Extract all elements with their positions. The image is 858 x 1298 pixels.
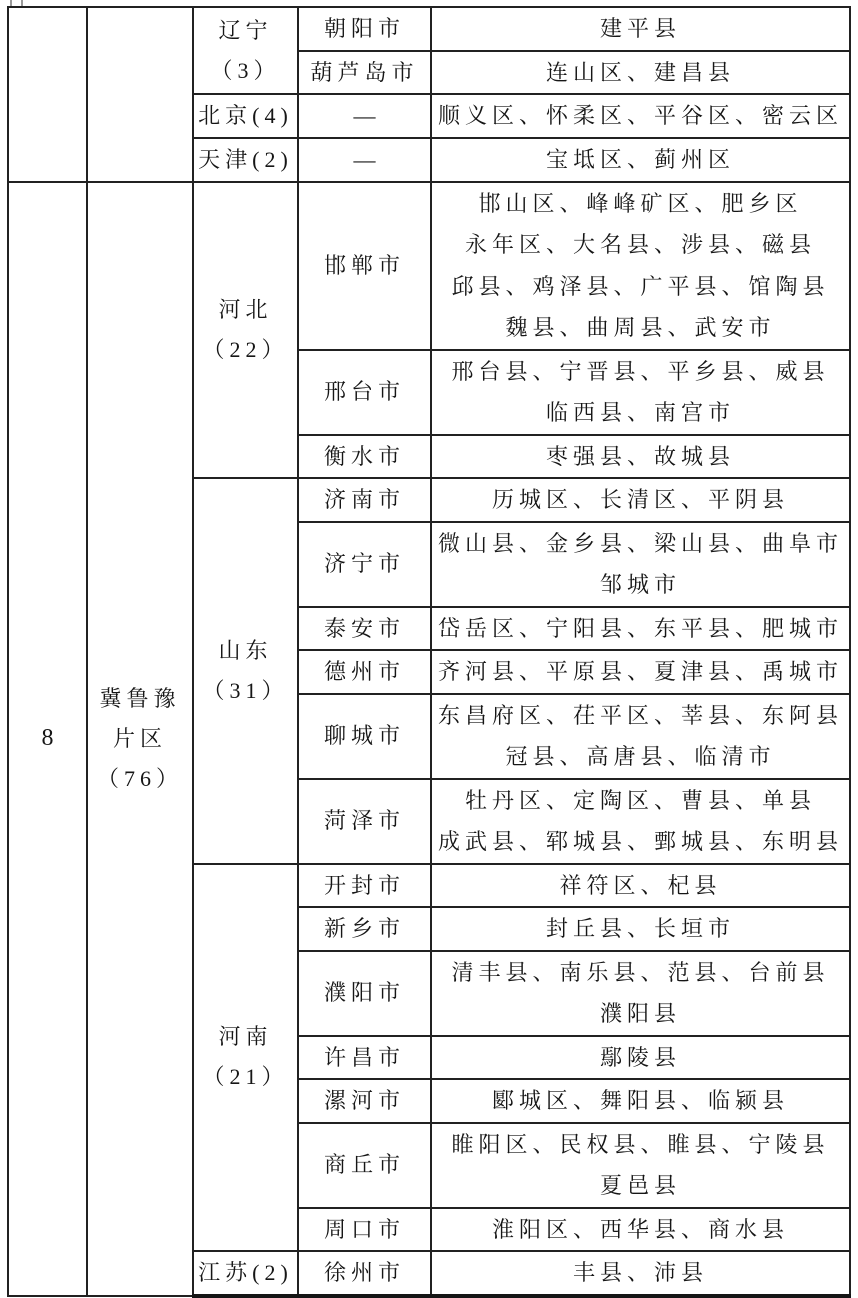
cell-text-line: 邯郸市 — [323, 252, 405, 278]
city-cell — [298, 350, 431, 435]
cell-text-line: 菏泽市 — [323, 808, 405, 834]
cell-text-line: 衡水市 — [323, 443, 405, 469]
cell-text-line: 德州市 — [323, 659, 405, 684]
province-cell — [193, 94, 298, 138]
cell-text-line: （21） — [202, 1064, 289, 1090]
counties-cell — [431, 138, 850, 182]
cell-text-line: 鄢陵县 — [599, 1044, 681, 1070]
cell-text-line: 邢台市 — [323, 379, 405, 405]
cell-text-line: 山东 — [218, 637, 273, 663]
city-dash-cell — [298, 94, 431, 138]
counties-cell — [431, 1123, 850, 1208]
cell-text-line: 许昌市 — [323, 1044, 405, 1070]
cell-text-line: 宝坻区、蓟州区 — [545, 147, 735, 172]
cell-text-line: 泰安市 — [323, 615, 405, 641]
cell-text-line: 辽宁 — [218, 17, 273, 43]
cell-text-line: 淮阳区、西华县、商水县 — [491, 1216, 789, 1242]
cell-text-line: 濮阳市 — [323, 980, 405, 1006]
cell-text-line: 牡丹区、定陶区、曹县、单县 — [464, 787, 816, 813]
cell-text-line: 连山区、建昌县 — [545, 59, 735, 85]
cell-text-line: 东昌府区、茌平区、莘县、东阿县 — [437, 702, 843, 728]
counties-cell — [431, 650, 850, 694]
counties-cell — [431, 182, 850, 350]
city-cell — [298, 1036, 431, 1080]
cell-text-line: 魏县、曲周县、武安市 — [505, 315, 776, 340]
cell-text-line: 河南 — [218, 1024, 273, 1050]
cell-text-line: 8 — [41, 724, 54, 751]
counties-cell — [431, 907, 850, 951]
province-cell — [193, 864, 298, 1252]
counties-cell — [431, 51, 850, 95]
empty-cell — [8, 7, 87, 182]
city-cell — [298, 1251, 431, 1296]
cell-text-line: 北京(4) — [198, 103, 293, 128]
cell-text-line: 周口市 — [323, 1216, 405, 1242]
cell-text-line: 祥符区、杞县 — [559, 872, 722, 898]
city-cell — [298, 1079, 431, 1123]
cell-text-line: 微山县、金乡县、梁山县、曲阜市 — [437, 530, 843, 556]
cell-text-line: （22） — [202, 336, 289, 362]
cell-text-line: 片区 — [112, 725, 167, 751]
city-dash-cell — [298, 138, 431, 182]
region-cell — [87, 182, 193, 1296]
city-cell — [298, 864, 431, 908]
cell-text-line: 商丘市 — [323, 1152, 405, 1178]
counties-cell — [431, 94, 850, 138]
counties-cell — [431, 779, 850, 864]
cell-text-line: — — [353, 103, 376, 129]
cell-text-line: 漯河市 — [323, 1088, 405, 1113]
counties-cell — [431, 522, 850, 607]
city-cell — [298, 7, 431, 51]
counties-cell — [431, 1079, 850, 1123]
city-cell — [298, 907, 431, 951]
cell-text-line: — — [353, 147, 376, 172]
city-cell — [298, 951, 431, 1036]
cell-text-line: 封丘县、长垣市 — [545, 916, 735, 941]
city-cell — [298, 522, 431, 607]
cell-text-line: （31） — [202, 677, 289, 703]
cell-text-line: 冀鲁豫 — [99, 685, 181, 711]
cell-text-line: 临西县、南宫市 — [545, 400, 735, 425]
city-cell — [298, 607, 431, 651]
cell-text-line: 永年区、大名县、涉县、磁县 — [464, 232, 816, 257]
province-cell — [193, 182, 298, 479]
cell-text-line: 济南市 — [323, 487, 405, 512]
index-cell — [8, 182, 87, 1296]
cell-text-line: 江苏(2) — [198, 1259, 293, 1285]
province-cell — [193, 478, 298, 864]
counties-cell — [431, 350, 850, 435]
cell-text-line: （3） — [210, 57, 281, 83]
empty-cell — [87, 7, 193, 182]
cell-text-line: 郾城区、舞阳县、临颍县 — [491, 1088, 789, 1113]
city-cell — [298, 779, 431, 864]
province-cell — [193, 7, 298, 94]
counties-cell — [431, 607, 850, 651]
city-cell — [298, 478, 431, 522]
cell-text-line: 清丰县、南乐县、范县、台前县 — [451, 959, 830, 985]
cell-text-line: 丰县、沛县 — [572, 1260, 708, 1285]
cell-text-line: （76） — [96, 765, 183, 791]
city-cell — [298, 650, 431, 694]
counties-cell — [431, 1036, 850, 1080]
cell-text-line: 邱县、鸡泽县、广平县、馆陶县 — [451, 273, 830, 299]
cell-text-line: 冠县、高唐县、临清市 — [505, 744, 776, 769]
cell-text-line: 顺义区、怀柔区、平谷区、密云区 — [437, 103, 843, 129]
cell-text-line: 邹城市 — [599, 572, 681, 597]
admin-table — [7, 6, 851, 1298]
province-cell — [193, 1251, 298, 1296]
cell-text-line: 濮阳县 — [599, 1001, 681, 1026]
cell-text-line: 枣强县、故城县 — [545, 443, 735, 469]
counties-cell — [431, 478, 850, 522]
cell-text-line: 新乡市 — [323, 916, 405, 941]
city-cell — [298, 182, 431, 350]
city-cell — [298, 1123, 431, 1208]
cell-text-line: 济宁市 — [323, 551, 405, 577]
table-row — [8, 7, 850, 51]
province-cell — [193, 138, 298, 182]
cell-text-line: 朝阳市 — [323, 16, 405, 41]
cell-text-line: 开封市 — [323, 872, 405, 898]
cell-text-line: 齐河县、平原县、夏津县、禹城市 — [437, 659, 843, 684]
counties-cell — [431, 694, 850, 779]
cell-text-line: 夏邑县 — [599, 1173, 681, 1198]
counties-cell — [431, 864, 850, 908]
cell-text-line: 邯山区、峰峰矿区、肥乡区 — [478, 190, 803, 216]
counties-cell — [431, 951, 850, 1036]
cell-text-line: 天津(2) — [198, 146, 293, 172]
cell-text-line: 徐州市 — [323, 1260, 405, 1285]
cell-text-line: 岱岳区、宁阳县、东平县、肥城市 — [437, 615, 843, 641]
cell-text-line: 聊城市 — [323, 723, 405, 749]
cell-text-line: 河北 — [218, 296, 273, 322]
city-cell — [298, 435, 431, 479]
counties-cell — [431, 7, 850, 51]
cell-text-line: 建平县 — [599, 16, 681, 41]
table-row — [8, 182, 850, 350]
city-cell — [298, 694, 431, 779]
table-body — [8, 7, 850, 1296]
counties-cell — [431, 1251, 850, 1296]
counties-cell — [431, 1208, 850, 1252]
city-cell — [298, 51, 431, 95]
city-cell — [298, 1208, 431, 1252]
counties-cell — [431, 435, 850, 479]
cell-text-line: 葫芦岛市 — [310, 59, 419, 85]
cell-text-line: 邢台县、宁晋县、平乡县、威县 — [451, 358, 830, 384]
cell-text-line: 成武县、郓城县、鄄城县、东明县 — [437, 829, 843, 854]
cell-text-line: 历城区、长清区、平阴县 — [491, 487, 789, 512]
cell-text-line: 睢阳区、民权县、睢县、宁陵县 — [451, 1131, 830, 1157]
